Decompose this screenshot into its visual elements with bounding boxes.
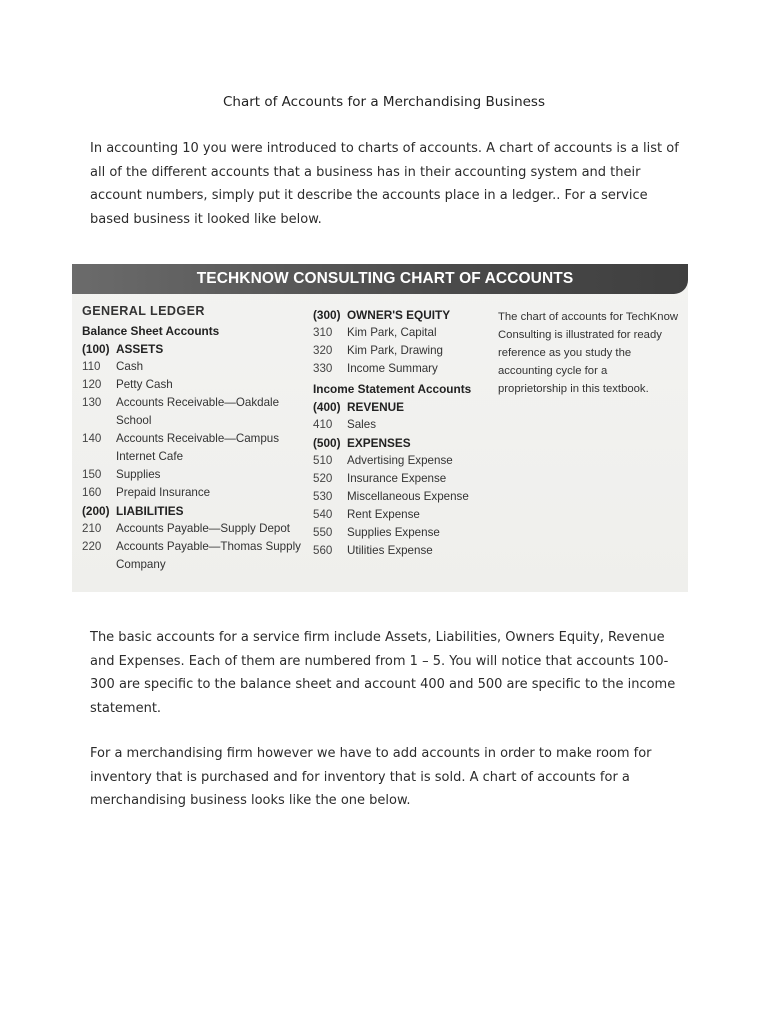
account-name: Advertising Expense xyxy=(347,454,453,467)
account-number: 520 xyxy=(313,472,333,485)
account-name: Petty Cash xyxy=(116,378,173,391)
account-name: Accounts Receivable—Oakdale School xyxy=(116,396,280,427)
revenue-group xyxy=(313,398,493,416)
account-name: Income Summary xyxy=(347,362,438,375)
account-number: 310 xyxy=(313,326,333,339)
account-number: 220 xyxy=(82,540,102,553)
account-name: Utilities Expense xyxy=(347,544,433,557)
account-number: 160 xyxy=(82,486,102,499)
expenses-group xyxy=(313,434,493,452)
basic-accounts-paragraph: The basic accounts for a service firm include Assets, Liabilities, Owners Equity, Revenue and Expenses. Each of them are numbered from 1 – 5. You will notice that accounts 100-300 are specific to the balance sheet and account 400 and 500 are specific to the income statement. xyxy=(90,630,676,716)
account-row xyxy=(82,394,302,430)
account-row xyxy=(82,520,302,538)
account-name: Prepaid Insurance xyxy=(116,486,211,499)
group-label: ASSETS xyxy=(116,342,164,356)
account-number: 140 xyxy=(82,432,102,445)
chart-of-accounts-figure xyxy=(72,264,688,592)
equity-group xyxy=(313,306,493,324)
group-label: LIABILITIES xyxy=(116,504,184,518)
account-row xyxy=(82,358,302,376)
account-row xyxy=(82,376,302,394)
group-number: (400) xyxy=(313,400,341,414)
account-row xyxy=(313,524,493,542)
account-number: 120 xyxy=(82,378,102,391)
account-row xyxy=(313,488,493,506)
account-number: 510 xyxy=(313,454,333,467)
account-name: Supplies xyxy=(116,468,161,481)
account-row xyxy=(313,470,493,488)
account-number: 560 xyxy=(313,544,333,557)
general-ledger-title: GENERAL LEDGER xyxy=(82,304,205,318)
account-name: Accounts Receivable—Campus Internet Cafe xyxy=(116,432,280,463)
account-row xyxy=(82,430,302,466)
account-number: 150 xyxy=(82,468,102,481)
account-row xyxy=(82,466,302,484)
account-name: Sales xyxy=(347,418,377,431)
income-statement-title: Income Statement Accounts xyxy=(313,382,472,396)
document-title: Chart of Accounts for a Merchandising Business xyxy=(222,94,545,110)
account-name: Rent Expense xyxy=(347,508,420,521)
column-note xyxy=(498,308,678,398)
account-name: Accounts Payable—Supply Depot xyxy=(116,522,291,535)
merchandising-paragraph: For a merchandising firm however we have to add accounts in order to make room for inventory that is purchased and for inventory that is sold. A chart of accounts for a merchandising business looks like the one below. xyxy=(90,746,652,808)
account-number: 410 xyxy=(313,418,333,431)
group-number: (200) xyxy=(82,504,110,518)
account-row xyxy=(313,324,493,342)
account-number: 550 xyxy=(313,526,333,539)
column-equity-income xyxy=(313,306,493,560)
account-name: Kim Park, Drawing xyxy=(347,344,443,357)
account-row xyxy=(82,484,302,502)
account-number: 210 xyxy=(82,522,102,535)
account-number: 330 xyxy=(313,362,333,375)
account-row xyxy=(313,452,493,470)
account-number: 130 xyxy=(82,396,102,409)
account-number: 540 xyxy=(313,508,333,521)
figure-header: TECHKNOW CONSULTING CHART OF ACCOUNTS xyxy=(72,264,688,294)
figure-note: The chart of accounts for TechKnow Consulting is illustrated for ready reference as you study the accounting cycle for a proprietorship in this textbook. xyxy=(498,311,679,395)
account-row xyxy=(313,506,493,524)
account-row xyxy=(313,360,493,378)
account-row xyxy=(313,342,493,360)
account-name: Miscellaneous Expense xyxy=(347,490,469,503)
account-row xyxy=(82,538,302,574)
intro-paragraph: In accounting 10 you were introduced to charts of accounts. A chart of accounts is a list of all of the different accounts that a business has in their accounting system and their account numbers, simply put it describe the accounts place in a ledger.. For a service based business it looked like below. xyxy=(90,141,679,227)
account-name: Kim Park, Capital xyxy=(347,326,437,339)
assets-group xyxy=(82,340,302,358)
group-number: (100) xyxy=(82,342,110,356)
column-balance-sheet xyxy=(82,304,302,574)
group-label: REVENUE xyxy=(347,400,405,414)
account-number: 320 xyxy=(313,344,333,357)
group-number: (500) xyxy=(313,436,341,450)
account-row xyxy=(313,542,493,560)
group-number: (300) xyxy=(313,308,341,322)
account-name: Insurance Expense xyxy=(347,472,447,485)
account-row xyxy=(313,416,493,434)
account-name: Cash xyxy=(116,360,144,373)
account-name: Accounts Payable—Thomas Supply Company xyxy=(116,540,301,571)
balance-sheet-title: Balance Sheet Accounts xyxy=(82,324,220,338)
account-number: 110 xyxy=(82,360,101,373)
liabilities-group xyxy=(82,502,302,520)
account-name: Supplies Expense xyxy=(347,526,440,539)
account-number: 530 xyxy=(313,490,333,503)
group-label: EXPENSES xyxy=(347,436,411,450)
group-label: OWNER'S EQUITY xyxy=(347,308,451,322)
